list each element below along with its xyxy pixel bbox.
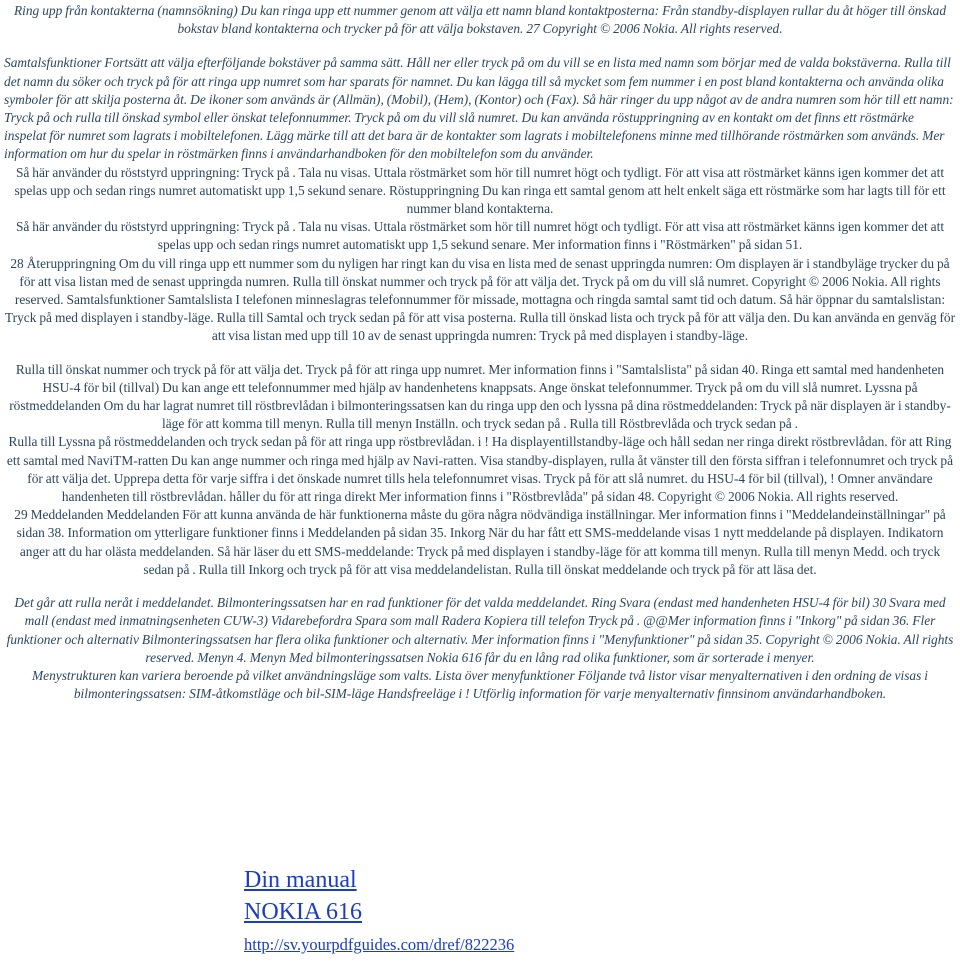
paragraph-voice-dialing-2: Så här använder du röststyrd uppringning: Tryck på . Tala nu visas. Uttala röstmärket som hör till numret högt och tydligt. För att visa att röstmärket känns igen kommer det att spelas upp och sedan rings numret automatiskt upp 1,5 sekund senare. Mer information finns i "Röstmärken" på sidan 51.: [15, 219, 945, 253]
spacer: [4, 38, 956, 54]
manual-title-link[interactable]: Din manual: [244, 867, 357, 893]
paragraph-message-functions: Det går att rulla neråt i meddelandet. Bilmonteringssatsen har en rad funktioner för det valda meddelandet. Ring Svara (endast med handenheten HSU-4 för bil) 30 Svara med mall (endast med inmatningsenheten CUW-3) Vidarebefordra Spara som mall Radera Kopiera till telefon Tryck på . @@Mer information finns i "Inkorg" på sidan 36. Fler funktioner och alternativ Bilmonteringssatsen har flera olika funktioner och alternativ. Mer information finns i "Menyfunktioner" på sidan 35. Copyright © 2006 Nokia. All rights reserved. Menyn 4. Menyn Med bilmonteringssatsen Nokia 616 får du en lång rad olika funktioner, som är sorterade i menyer.: [6, 595, 954, 665]
footer-links: [244, 865, 514, 955]
paragraph-menu-structure: Menystrukturen kan variera beroende på vilket användningsläge som valts. Lista över menyfunktioner Följande två listor visar menyalternativen i den ordning de visas i bilmonteringssatsen: SIM-åtkomstläge och bil-SIM-läge Handsfreeläge i ! Utförlig information för varje menyalternativ finnsinom användarhandboken.: [31, 667, 928, 702]
paragraph-voice-dialing-1: Så här använder du röststyrd uppringning: Tryck på . Tala nu visas. Uttala röstmärket som hör till numret högt och tydligt. För att visa att röstmärket känns igen kommer det att spelas upp och sedan rings numret automatiskt upp 1,5 sekund senare. Röstuppringning Du kan ringa ett samtal genom att helt enkelt säga ett röstmärke som har lagts till för ett nummer bland kontakterna.: [14, 164, 946, 217]
spacer: [4, 579, 956, 594]
paragraph-contact-dialing: Ring upp från kontakterna (namnsökning) Du kan ringa upp ett nummer genom att välja ett namn bland kontaktposterna: Från standby-displayen rullar du åt höger till önskad bokstav bland kontakterna och trycker på för att välja bokstaven. 27 Copyright © 2006 Nokia. All rights reserved.: [13, 3, 947, 37]
paragraph-call-functions: Samtalsfunktioner Fortsätt att välja efterföljande bokstäver på samma sätt. Håll ner eller tryck på om du vill se en lista med namn som börjar med de valda bokstäverna. Rulla till det namn du söker och tryck på för att ringa upp numret som har sparats för namnet. Du kan lägga till så mycket som fem nummer i en post bland kontakterna och använda olika symboler för att skilja posterna åt. De ikoner som används är (Allmän), (Mobil), (Hem), (Kontor) och (Fax). Så här ringer du upp något av de andra numren som hör till ett namn: Tryck på och rulla till önskad symbol eller önskat telefonnummer. Tryck på om du vill slå numret. Du kan använda röstuppringning av en kontakt om det finns ett röstmärke inspelat för numret som lagrats i mobiltelefonen. Lägg märke till att det bara är de kontakter som lagrats i mobiltelefonens minne med tillhörande röstmärken som används. Mer information om hur du spelar in röstmärken finns i användarhandboken för den mobiltelefon som du använder.: [4, 55, 954, 162]
spacer: [4, 346, 956, 361]
paragraph-redial: 28 Återuppringning Om du vill ringa upp ett nummer som du nyligen har ringt kan du visa en lista med de senast uppringda numren: Om displayen är i standbyläge trycker du på för att visa listan med de senast uppringda numren. Rulla till önskat nummer och tryck på för att välja det. Tryck på om du vill slå numret. Copyright © 2006 Nokia. All rights reserved. Samtalsfunktioner Samtalslista I telefonen minneslagras telefonnummer för missade, mottagna och ringda samtal samt tid och datum. Så här öppnar du samtalslistan: Tryck på med displayen i standby-läge. Rulla till Samtal och tryck sedan på för att visa posterna. Rulla till önskad lista och tryck på för att välja den. Du kan använda en genväg för att visa listan med upp till 10 av de senast uppringda numren: Tryck på med displayen i standby-läge.: [4, 255, 956, 344]
paragraph-call-handset: Rulla till önskat nummer och tryck på för att välja det. Tryck på för att ringa upp numret. Mer information finns i "Samtalslista" på sidan 40. Ringa ett samtal med handenheten HSU-4 för bil (tillval) Du kan ange ett telefonnummer med hjälp av handenhetens knappsats. Ange önskat telefonnummer. Tryck på om du vill slå numret. Lyssna på röstmeddelanden Om du har lagrat numret till röstbrevlådan i bilmonteringssatsen kan du ringa upp den och lyssna på dina röstmeddelanden: Tryck på när displayen är i standby-läge för att komma till menyn. Rulla till menyn Inställn. och tryck sedan på . Rulla till Röstbrevlåda och tryck sedan på .: [9, 361, 951, 432]
paragraph-voicemail: Rulla till Lyssna på röstmeddelanden och tryck sedan på för att ringa upp röstbrevlådan. i ! Ha displayentillstandby-läge och håll sedan ner ringa direkt röstbrevlådan. för att Ring ett samtal med NaviTM-ratten Du kan ange nummer och ringa med hjälp av Navi-ratten. Visa standby-displayen, rulla åt vänster till den första siffran i telefonnumret och tryck på för att välja det. Upprepa detta för varje siffra i det önskade numret tills hela telefonnumret visas. Tryck på för att slå numret. du HSU-4 för bil (tillval), ! Omner användare handenheten till röstbrevlådan. håller du för att ringa direkt Mer information finns i "Röstbrevlåda" på sidan 48. Copyright © 2006 Nokia. All rights reserved.: [6, 434, 954, 505]
manual-url-link[interactable]: http://sv.yourpdfguides.com/dref/822236: [244, 935, 515, 954]
paragraph-messages: 29 Meddelanden Meddelanden För att kunna använda de här funktionerna måste du göra några nödvändiga inställningar. Mer information finns i "Meddelandeinställningar" på sidan 38. Information om ytterligare funktioner finns i Meddelanden på sidan 35. Inkorg När du har fått ett SMS-meddelande visas 1 nytt meddelande på displayen. Indikatorn anger att du har olästa meddelanden. Så här läser du ett SMS-meddelande: Tryck på med displayen i standby-läge för att komma till menyn. Rulla till menyn Medd. och tryck sedan på . Rulla till Inkorg och tryck på för att visa meddelandelistan. Rulla till önskat meddelande och tryck på för att läsa det.: [14, 507, 946, 577]
product-name-link[interactable]: NOKIA 616: [244, 899, 362, 925]
